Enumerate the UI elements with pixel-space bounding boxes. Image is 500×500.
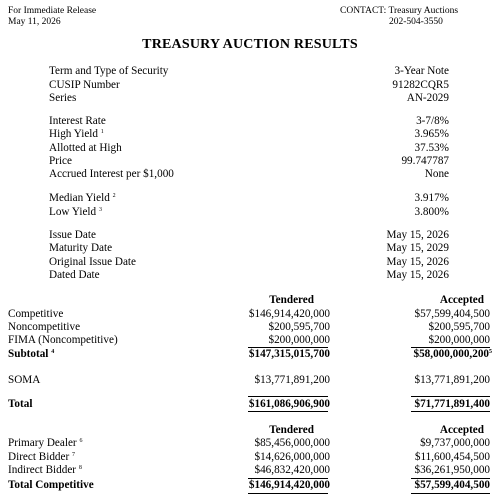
accepted-value-text: $58,000,000,200 — [413, 348, 489, 360]
footnote-marker: 5 — [489, 349, 492, 355]
table-header — [8, 424, 492, 437]
info-row-original-issue-date — [49, 256, 451, 269]
info-label: Maturity Date — [49, 242, 113, 254]
row-label — [8, 464, 82, 477]
tendered-value: $46,832,420,000 — [254, 464, 330, 476]
accepted-value: $200,000,000 — [428, 334, 490, 346]
footnote-marker: 6 — [79, 438, 83, 444]
info-label: Price — [49, 155, 72, 167]
info-value: 37.53% — [414, 142, 449, 154]
info-row-issue-date — [49, 229, 451, 242]
info-label — [49, 128, 104, 141]
info-value: 3.965% — [414, 128, 449, 140]
tendered-value: $85,456,000,000 — [254, 437, 330, 449]
info-value: 3.800% — [414, 206, 449, 218]
info-value: AN-2029 — [406, 92, 449, 104]
tendered-value: $147,315,015,700 — [248, 348, 330, 360]
info-row-high-yield — [49, 128, 451, 141]
accepted-value: $9,737,000,000 — [420, 437, 490, 449]
table-row — [8, 437, 492, 450]
info-label-text: Low Yield — [49, 206, 97, 218]
subtotal-row — [8, 348, 492, 361]
info-label: CUSIP Number — [49, 79, 120, 91]
footnote-marker: 2 — [112, 193, 116, 199]
tendered-total-underline — [248, 411, 328, 412]
info-value: None — [424, 168, 449, 180]
info-label: Accrued Interest per $1,000 — [49, 168, 174, 180]
row-label — [8, 437, 82, 450]
accepted-total-rule — [411, 396, 490, 397]
info-row-maturity-date — [49, 242, 451, 255]
release-date: May 11, 2026 — [8, 17, 61, 27]
accepted-total-underline — [411, 411, 490, 412]
info-label: Series — [49, 92, 77, 104]
accepted-value: $11,600,454,500 — [414, 451, 490, 463]
row-label: SOMA — [8, 374, 41, 386]
info-row-term — [49, 65, 451, 78]
info-row-median-yield — [49, 192, 451, 205]
info-label-text: Median Yield — [49, 192, 110, 204]
info-row-low-yield — [49, 206, 451, 219]
info-row-allotted — [49, 142, 451, 155]
column-header-tendered: Tendered — [269, 424, 314, 436]
contact-label: CONTACT: Treasury Auctions — [340, 6, 459, 16]
contact-phone: 202-504-3550 — [389, 17, 443, 27]
table-row — [8, 321, 492, 334]
table-row — [8, 308, 492, 321]
info-label: Original Issue Date — [49, 256, 136, 268]
info-row-dated-date — [49, 269, 451, 282]
accepted-value: $36,261,950,000 — [414, 464, 490, 476]
release-header — [8, 6, 96, 28]
tendered-value: $146,914,420,000 — [248, 308, 330, 320]
info-row-accrued-interest — [49, 168, 451, 181]
row-label: Noncompetitive — [8, 321, 81, 333]
column-header-tendered: Tendered — [269, 294, 314, 306]
info-row-price — [49, 155, 451, 168]
info-value: May 15, 2026 — [386, 269, 449, 281]
row-label: FIMA (Noncompetitive) — [8, 334, 118, 346]
row-label: Competitive — [8, 308, 64, 320]
accepted-value: $200,595,700 — [428, 321, 490, 333]
tendered-value: $161,086,906,900 — [248, 398, 330, 410]
tendered-value: $146,914,420,000 — [248, 479, 330, 491]
row-label-text: Subtotal — [8, 348, 49, 360]
table-header — [8, 294, 492, 307]
column-header-accepted: Accepted — [439, 294, 484, 306]
row-label: Total — [8, 398, 33, 410]
accepted-value: $57,599,404,500 — [414, 308, 490, 320]
info-row-series — [49, 92, 451, 105]
info-value: May 15, 2029 — [386, 242, 449, 254]
info-label-text: High Yield — [49, 128, 98, 140]
total-row — [8, 398, 492, 411]
column-header-accepted: Accepted — [439, 424, 484, 436]
tendered-value: $200,595,700 — [268, 321, 330, 333]
table-row — [8, 451, 492, 464]
total-competitive-row — [8, 479, 492, 492]
tendered-competitive-underline — [248, 493, 328, 494]
accepted-value: $71,771,891,400 — [414, 398, 490, 410]
soma-row — [8, 374, 492, 387]
info-value: 99.747787 — [401, 155, 449, 167]
page-title: TREASURY AUCTION RESULTS — [142, 37, 358, 52]
footnote-marker: 4 — [51, 349, 55, 355]
tendered-value: $13,771,891,200 — [254, 374, 330, 386]
info-value: 91282CQR5 — [392, 79, 449, 91]
info-value: 3.917% — [414, 192, 449, 204]
tendered-total-rule — [248, 396, 328, 397]
info-row-cusip — [49, 79, 451, 92]
info-label: Interest Rate — [49, 115, 106, 127]
row-label-text: Indirect Bidder — [8, 464, 77, 476]
info-label: Term and Type of Security — [49, 65, 169, 77]
footnote-marker: 7 — [72, 452, 75, 458]
row-label: Total Competitive — [8, 479, 94, 491]
tendered-value: $200,000,000 — [268, 334, 330, 346]
row-label-text: Direct Bidder — [8, 451, 70, 463]
accepted-competitive-underline — [411, 493, 490, 494]
footnote-marker: 8 — [78, 465, 82, 471]
info-value: May 15, 2026 — [386, 256, 449, 268]
info-label: Issue Date — [49, 229, 96, 241]
info-label — [49, 192, 116, 205]
info-row-interest-rate — [49, 115, 451, 128]
footnote-marker: 3 — [98, 207, 102, 213]
tendered-value: $14,626,000,000 — [254, 451, 330, 463]
info-label: Dated Date — [49, 269, 100, 281]
table-row — [8, 334, 492, 347]
info-label: Allotted at High — [49, 142, 122, 154]
accepted-value: $13,771,891,200 — [414, 374, 490, 386]
footnote-marker: 1 — [100, 129, 104, 135]
table-row — [8, 464, 492, 477]
info-label — [49, 206, 102, 219]
accepted-value: $57,599,404,500 — [414, 479, 490, 491]
row-label — [8, 348, 54, 361]
info-value: May 15, 2026 — [386, 229, 449, 241]
accepted-value — [413, 348, 492, 361]
row-label — [8, 451, 75, 464]
release-notice: For Immediate Release — [8, 6, 97, 16]
contact-header — [340, 6, 458, 28]
info-value: 3-7/8% — [416, 115, 449, 127]
row-label-text: Primary Dealer — [8, 437, 77, 449]
info-value: 3-Year Note — [394, 65, 449, 77]
